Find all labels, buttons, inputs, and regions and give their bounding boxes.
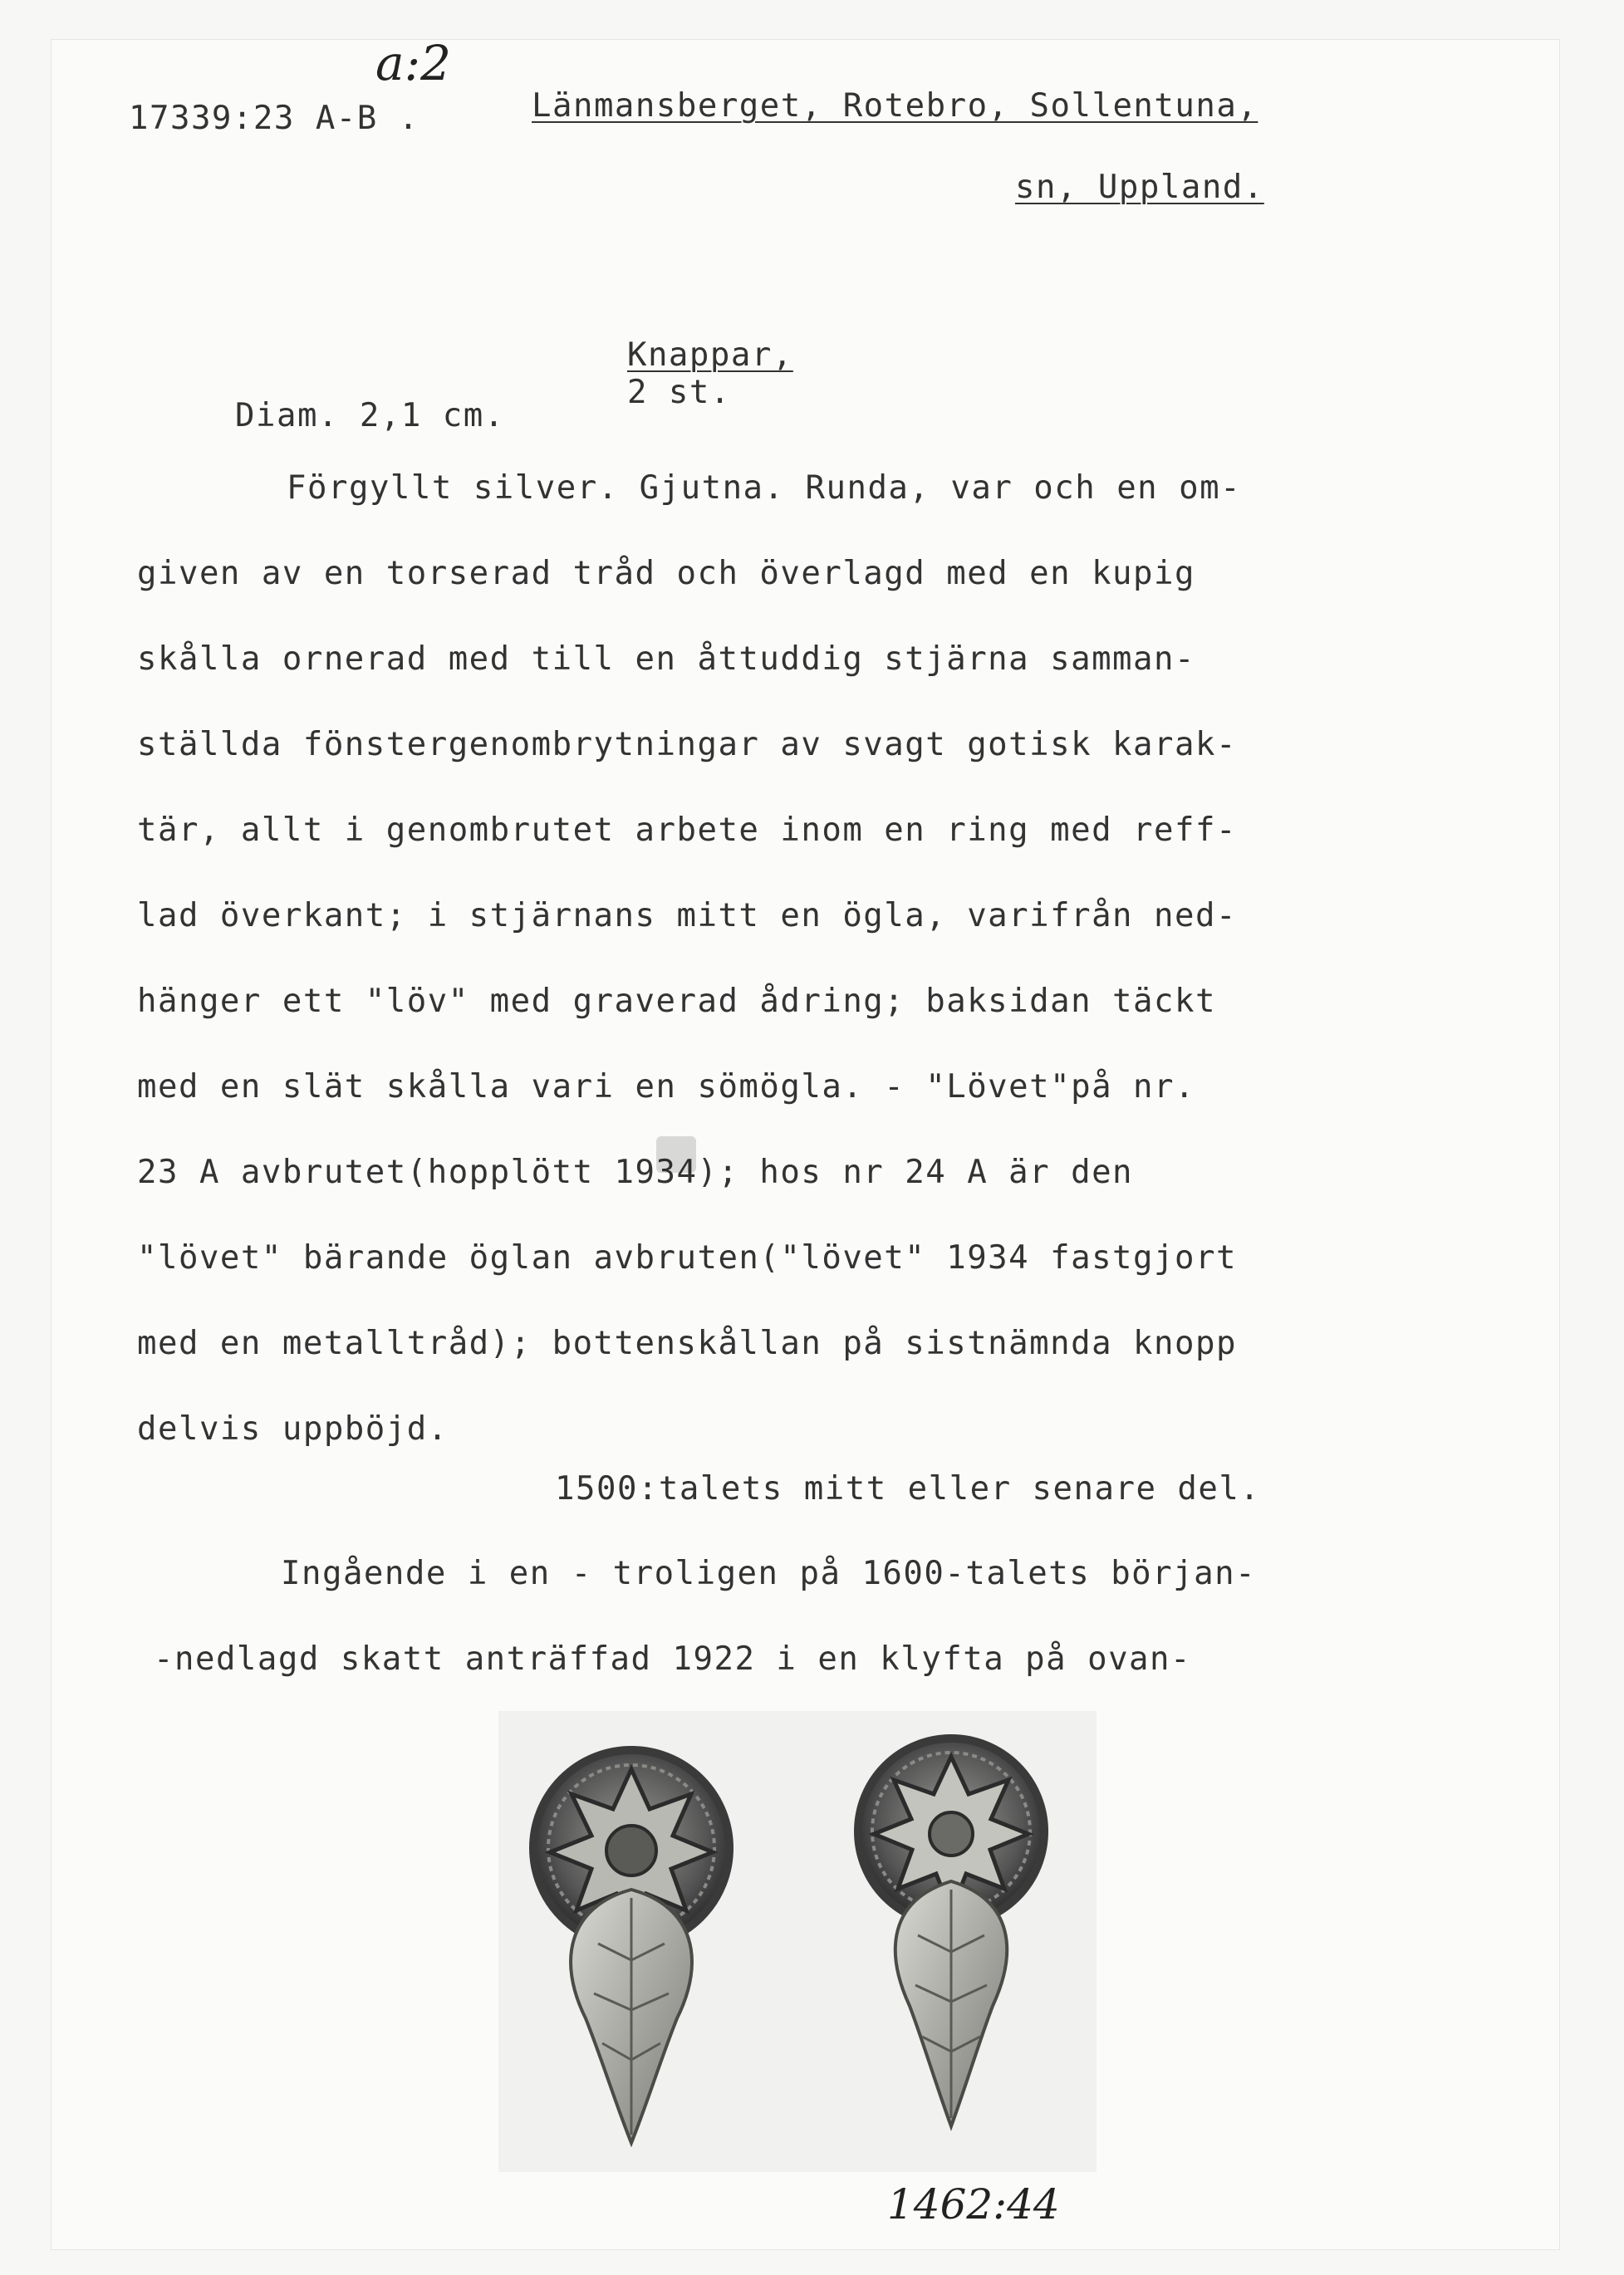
button-23a [533, 1750, 729, 2143]
location-line-1: Länmansberget, Rotebro, Sollentuna, [532, 87, 1258, 125]
object-count: 2 st. [626, 374, 731, 411]
description-line: tär, allt i genombrutet arbete inom en ring med reff- [137, 811, 1237, 849]
location-line-2: sn, Uppland. [1015, 169, 1264, 206]
description-line: skålla ornerad med till en åttuddig stjärna samman- [137, 640, 1195, 678]
buttons-photograph [498, 1711, 1097, 2172]
context-line: Ingående i en - troligen på 1600-talets början- [281, 1555, 1257, 1592]
description-line: Förgyllt silver. Gjutna. Runda, var och en om- [287, 469, 1242, 507]
description-line: 23 A avbrutet(hopplött 1934); hos nr 24 A är den [137, 1154, 1134, 1191]
button-24a [858, 1738, 1044, 2126]
object-title [586, 299, 793, 411]
context-line: -nedlagd skatt anträffad 1922 i en klyfta på ovan- [154, 1640, 1191, 1678]
handwritten-shelf-mark: a:2 [375, 35, 452, 91]
dimensions: Diam. 2,1 cm. [235, 397, 505, 434]
catalog-number: 17339:23 A-B . [129, 100, 419, 137]
buttons-photo-image [498, 1711, 1097, 2172]
description-line: delvis uppböjd. [137, 1410, 449, 1448]
description-line: ställda fönstergenombrytningar av svagt gotisk karak- [137, 726, 1237, 763]
object-name: Knappar, [626, 336, 793, 374]
description-line: med en metalltråd); bottenskållan på sistnämnda knopp [137, 1325, 1237, 1362]
photo-caption: 1462:44 [887, 2180, 1060, 2228]
ink-correction-mark [656, 1136, 696, 1173]
description-line: lad överkant; i stjärnans mitt en ögla, varifrån ned- [137, 897, 1237, 934]
description-line: hänger ett "löv" med graverad ådring; baksidan täckt [137, 983, 1216, 1020]
description-line: given av en torserad tråd och överlagd med en kupig [137, 555, 1195, 592]
description-line: med en slät skålla vari en sömögla. - "Lövet"på nr. [137, 1068, 1195, 1106]
dating: 1500:talets mitt eller senare del. [555, 1470, 1261, 1508]
description-line: "lövet" bärande öglan avbruten("lövet" 1934 fastgjort [137, 1239, 1237, 1277]
